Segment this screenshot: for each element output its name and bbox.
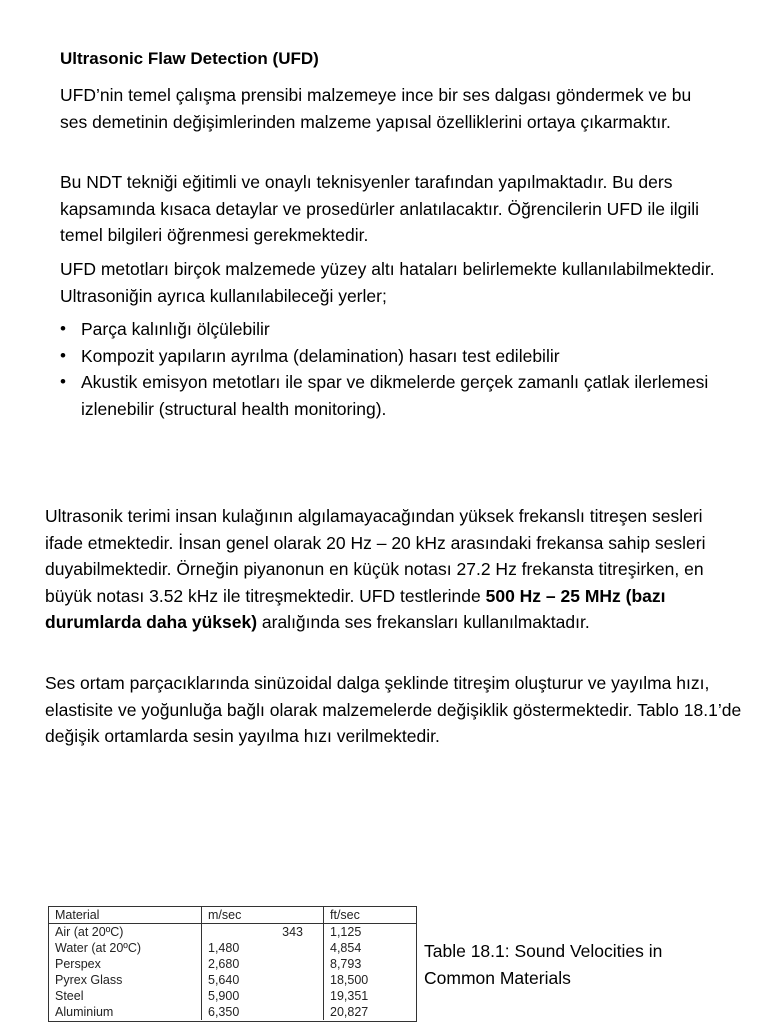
- table-cell: Air (at 20ºC): [49, 924, 202, 941]
- paragraph-ultrasonic: [45, 503, 745, 636]
- table-cell: Perspex: [49, 956, 202, 972]
- table-row: [49, 940, 416, 956]
- list-item: [60, 343, 710, 370]
- table-row: [49, 1004, 416, 1020]
- table-row: [49, 924, 416, 941]
- column-header-material: Material: [49, 907, 202, 924]
- list-item-text: Akustik emisyon metotları ile spar ve dikmelerde gerçek zamanlı çatlak ilerlemesi izlenebilir (structural health monitoring).: [81, 372, 709, 419]
- table-cell: 20,827: [330, 1005, 369, 1019]
- paragraph-usage: UFD metotları birçok malzemede yüzey altı hataları belirlemekte kullanılabilmektedir. Ultrasoniğin ayrıca kullanılabileceği yerler;: [60, 259, 715, 306]
- table-row: [49, 956, 416, 972]
- table-cell: 343: [202, 924, 324, 941]
- paragraph-text: aralığında ses frekansları kullanılmaktadır.: [257, 612, 590, 632]
- frequency-range-bold: 500 Hz – 25 MHz (bazı durumlarda daha yüksek): [45, 585, 666, 632]
- paragraph-ndt: Bu NDT tekniği eğitimli ve onaylı teknisyenler tarafından yapılmaktadır. Bu ders kapsamında kısaca detaylar ve prosedürler anlatılacaktır. Öğrencilerin UFD ile ilgili temel bilgileri öğrenmesi gerekmektedir.: [60, 172, 700, 245]
- list-item-text: Parça kalınlığı ölçülebilir: [81, 319, 270, 339]
- table-cell: Steel: [49, 988, 202, 1004]
- table-header-row: [49, 907, 416, 924]
- bullet-icon: •: [60, 372, 66, 391]
- section-heading: Ultrasonic Flaw Detection (UFD): [60, 49, 319, 68]
- table-cell: 1,125: [330, 925, 362, 939]
- table-caption: Table 18.1: Sound Velocities in Common Materials: [424, 941, 663, 988]
- table-cell: 6,350: [202, 1004, 324, 1020]
- column-header-m-sec: m/sec: [202, 907, 324, 924]
- table-cell: Water (at 20ºC): [49, 940, 202, 956]
- list-item-text: Kompozit yapıların ayrılma (delamination) hasarı test edilebilir: [81, 345, 560, 366]
- table-cell: 4,854: [330, 941, 362, 955]
- paragraph-propagation: Ses ortam parçacıklarında sinüzoidal dalga şeklinde titreşim oluşturur ve yayılma hızı, elastisite ve yoğunluğa bağlı olarak malzemelerde değişiklik göstermektedir. Tablo 18.1’de değişik ortamlarda sesin yayılma hızı verilmektedir.: [45, 673, 742, 746]
- list-item: [60, 369, 710, 422]
- sound-velocity-table: [48, 906, 417, 1022]
- table-cell: 1,480: [202, 940, 324, 956]
- table-cell: 5,900: [202, 988, 324, 1004]
- bullet-icon: •: [60, 319, 66, 338]
- table-row: [49, 988, 416, 1004]
- table-cell: Pyrex Glass: [49, 972, 202, 988]
- paragraph-text: Ultrasonik terimi insan kulağının algılamayacağından yüksek frekanslı titreşen sesleri ifade etmektedir. İnsan genel olarak 20 Hz – 20 kHz arasındaki frekansa sahip sesleri duyabilmektedir. Örneğin piyanonun en küçük notası 27.2 Hz frekansta titreşirken, en büyük notası 3.52 kHz ile titreşmektedir. UFD testlerinde: [45, 506, 706, 606]
- table-cell: Aluminium: [49, 1004, 202, 1020]
- table-cell: 2,680: [202, 956, 324, 972]
- table-cell: 5,640: [202, 972, 324, 988]
- table-cell: 19,351: [330, 989, 369, 1003]
- bullet-icon: •: [60, 345, 66, 365]
- table-row: [49, 972, 416, 988]
- usage-list: [60, 316, 710, 422]
- table-cell: 8,793: [330, 957, 362, 971]
- paragraph-intro: UFD’nin temel çalışma prensibi malzemeye ince bir ses dalgası göndermek ve bu ses demetinin değişimlerinden malzeme yapısal özelliklerini ortaya çıkarmaktır.: [60, 85, 692, 132]
- table-cell: 18,500: [330, 973, 369, 987]
- column-header-ft-sec: ft/sec: [324, 907, 417, 924]
- list-item: [60, 316, 710, 343]
